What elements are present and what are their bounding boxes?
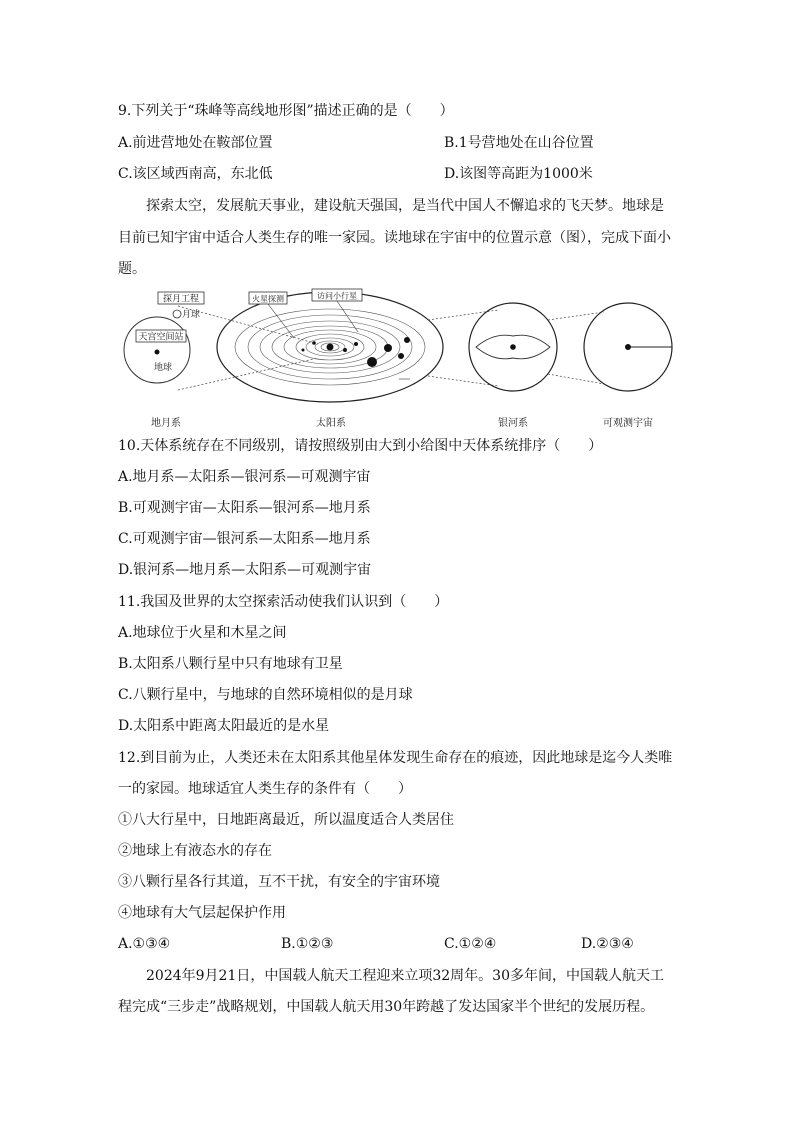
- q9-stem: 9.下列关于“珠峰等高线地形图”描述正确的是（ ）: [118, 103, 454, 119]
- q10-stem: 10.天体系统存在不同级别，请按照级别由大到小给图中天体系统排序（ ）: [118, 438, 603, 454]
- q9-option-c: C.该区域西南高，东北低: [118, 166, 273, 182]
- space-station-label: 天宫空间站: [138, 332, 184, 343]
- q10-option-c: C.可观测宇宙—银河系—太阳系—地月系: [118, 531, 371, 547]
- asteroid-visit-label: 访问小行星: [317, 291, 357, 301]
- intro2-line1: 2024年9月21日，中国载人航天工程迎来立项32周年。30多年间，中国载人航天工: [146, 968, 664, 984]
- universe-position-figure: [118, 286, 678, 432]
- intro1-line1: 探索太空，发展航天事业，建设航天强国，是当代中国人不懈追求的飞天梦。地球是: [146, 198, 664, 214]
- saturn-icon: [384, 344, 392, 352]
- intro2-line2: 程完成“三步走”战略规划，中国载人航天用30年跨越了发达国家半个世纪的发展历程。: [118, 999, 655, 1015]
- solar-system: [217, 289, 443, 402]
- q9-option-b: B.1号营地处在山谷位置: [444, 135, 594, 151]
- moon-icon: [173, 310, 181, 318]
- q12-option-d: D.②③④: [581, 936, 634, 952]
- q12-stem-line1: 12.到目前为止，人类还未在太阳系其他星体发现生命存在的痕迹，因此地球是迄今人类唯: [118, 750, 673, 766]
- earth-icon: [155, 350, 160, 355]
- q11-stem: 11.我国及世界的太空探索活动使我们认识到（ ）: [118, 594, 449, 610]
- q12-option-a: A.①③④: [118, 936, 171, 952]
- earth-label: 地球: [153, 363, 173, 373]
- intro1-line3: 题。: [118, 261, 146, 277]
- caption-solar-system: 太阳系: [316, 418, 346, 429]
- q11-option-a: A.地球位于火星和木星之间: [118, 625, 287, 641]
- q12-statement-2: ②地球上有液态水的存在: [118, 843, 272, 859]
- q12-statement-1: ①八大行星中，日地距离最近，所以温度适合人类居住: [118, 812, 454, 828]
- milky-way-position-dot: [625, 344, 631, 350]
- q12-stem-line2: 一的家园。地球适宜人类生存的条件有（ ）: [118, 781, 412, 797]
- q10-option-d: D.银河系—地月系—太阳系—可观测宇宙: [118, 562, 372, 578]
- q12-option-b: B.①②③: [281, 936, 334, 952]
- q12-statement-3: ③八颗行星各行其道，互不干扰，有安全的宇宙环境: [118, 874, 440, 890]
- observable-universe: [584, 303, 672, 391]
- q11-option-b: B.太阳系八颗行星中只有地球有卫星: [118, 656, 343, 672]
- q10-option-b: B.可观测宇宙—太阳系—银河系—地月系: [118, 500, 371, 516]
- earth-moon-system: [124, 292, 204, 383]
- caption-earth-moon: 地月系: [151, 418, 181, 429]
- q11-option-d: D.太阳系中距离太阳最近的是水星: [118, 718, 330, 734]
- milky-way: [469, 303, 557, 391]
- caption-milky-way: 银河系: [498, 418, 528, 429]
- jupiter-icon: [367, 357, 377, 367]
- q11-option-c: C.八颗行星中，与地球的自然环境相似的是月球: [118, 687, 413, 703]
- intro1-line2: 目前已知宇宙中适合人类生存的唯一家园。读地球在宇宙中的位置示意（图），完成下面小: [118, 230, 671, 246]
- lunar-program-label: 探月工程: [162, 294, 200, 305]
- q12-option-c: C.①②④: [444, 936, 497, 952]
- q9-option-a: A.前进营地处在鞍部位置: [118, 135, 273, 151]
- sun-icon: [327, 344, 334, 351]
- moon-label: 月球: [182, 310, 201, 320]
- solar-system-position-dot: [510, 344, 516, 350]
- caption-observable-universe: 可观测宇宙: [603, 418, 653, 429]
- mars-probe-label: 火星探测: [252, 294, 284, 304]
- q10-option-a: A.地月系—太阳系—银河系—可观测宇宙: [118, 469, 371, 485]
- q9-option-d: D.该图等高距为1000米: [444, 166, 593, 182]
- q12-statement-4: ④地球有大气层起保护作用: [118, 905, 286, 921]
